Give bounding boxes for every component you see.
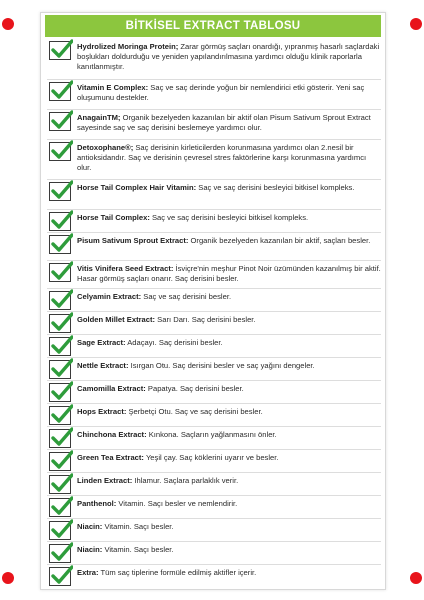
list-item bbox=[47, 210, 381, 233]
item-name: Sage Extract: bbox=[77, 338, 126, 347]
list-item bbox=[47, 427, 381, 450]
checkbox-checked-icon bbox=[49, 337, 71, 356]
item-text: Saç ve saç derisini besler. bbox=[141, 292, 232, 301]
item-name: Golden Millet Extract: bbox=[77, 315, 156, 324]
item-description bbox=[77, 210, 308, 223]
checkbox-checked-icon bbox=[49, 82, 71, 101]
checkbox-checked-icon bbox=[49, 212, 71, 231]
list-item bbox=[47, 289, 381, 312]
list-item bbox=[47, 110, 381, 140]
list-item bbox=[47, 140, 381, 180]
item-name: Chinchona Extract: bbox=[77, 430, 147, 439]
list-item bbox=[47, 381, 381, 404]
item-name: Linden Extract: bbox=[77, 476, 133, 485]
item-name: Horse Tail Complex Hair Vitamin: bbox=[77, 183, 197, 192]
item-name: AnagainTM; bbox=[77, 113, 121, 122]
list-item bbox=[47, 496, 381, 519]
item-name: Niacin: bbox=[77, 545, 103, 554]
list-item bbox=[47, 404, 381, 427]
checkbox-checked-icon bbox=[49, 406, 71, 425]
item-text: Zarar görmüş saçları onardığı, yıpranmış hasarlı saçlardaki boşlukları doldurduğu ve yeniden yapılandırılmasına yardımcı olduğu klinik raporlarla kanıtlanmıştır. bbox=[77, 42, 380, 71]
corner-dot-top-right bbox=[410, 18, 422, 30]
item-name: Green Tea Extract: bbox=[77, 453, 144, 462]
item-name: Nettle Extract: bbox=[77, 361, 129, 370]
item-text: Isırgan Otu. Saç derisini besler ve saç yağını dengeler. bbox=[128, 361, 315, 370]
item-description bbox=[77, 450, 278, 463]
item-name: Horse Tail Complex: bbox=[77, 213, 150, 222]
item-name: Detoxophane®; bbox=[77, 143, 134, 152]
item-text: Organik bezelyeden kazanılan bir aktif, saçları besler. bbox=[188, 236, 371, 245]
checkbox-checked-icon bbox=[49, 567, 71, 586]
item-description bbox=[77, 381, 244, 394]
checkbox-checked-icon bbox=[49, 314, 71, 333]
corner-dot-bottom-left bbox=[2, 572, 14, 584]
list-item bbox=[47, 519, 381, 542]
list-item bbox=[47, 542, 381, 565]
item-name: Celyamin Extract: bbox=[77, 292, 142, 301]
item-description bbox=[77, 542, 174, 555]
list-item bbox=[47, 180, 381, 210]
item-description bbox=[77, 140, 381, 173]
item-text: Adaçayı. Saç derisini besler. bbox=[125, 338, 223, 347]
checkbox-checked-icon bbox=[49, 429, 71, 448]
checkbox-checked-icon bbox=[49, 235, 71, 254]
item-name: Niacin: bbox=[77, 522, 103, 531]
item-name: Hops Extract: bbox=[77, 407, 127, 416]
checkbox-checked-icon bbox=[49, 383, 71, 402]
item-text: Yeşil çay. Saç köklerini uyarır ve besler. bbox=[143, 453, 279, 462]
list-item bbox=[47, 358, 381, 381]
list-item bbox=[47, 473, 381, 496]
item-name: Panthenol: bbox=[77, 499, 117, 508]
item-text: Kınkona. Saçların yağlanmasını önler. bbox=[146, 430, 277, 439]
item-description bbox=[77, 427, 277, 440]
item-name: Vitis Vinifera Seed Extract: bbox=[77, 264, 174, 273]
table-header bbox=[45, 15, 381, 37]
item-description bbox=[77, 335, 223, 348]
item-text: Saç ve saç derinde yoğun bir nemlendirici etki gösterir. Yeni saç oluşumunu destekler. bbox=[77, 83, 365, 102]
item-description bbox=[77, 358, 315, 371]
item-description bbox=[77, 80, 381, 103]
checkbox-checked-icon bbox=[49, 291, 71, 310]
corner-dot-bottom-right bbox=[410, 572, 422, 584]
checkbox-checked-icon bbox=[49, 112, 71, 131]
checkbox-checked-icon bbox=[49, 521, 71, 540]
item-description bbox=[77, 519, 174, 532]
item-name: Pisum Sativum Sprout Extract: bbox=[77, 236, 189, 245]
item-text: Vitamin. Saçı besler. bbox=[102, 545, 174, 554]
checkbox-checked-icon bbox=[49, 41, 71, 60]
item-text: Ihlamur. Saçlara parlaklık verir. bbox=[132, 476, 239, 485]
item-description bbox=[77, 473, 238, 486]
item-description bbox=[77, 496, 237, 509]
checkbox-checked-icon bbox=[49, 544, 71, 563]
item-text: Papatya. Saç derisini besler. bbox=[145, 384, 244, 393]
item-description bbox=[77, 404, 263, 417]
extract-list bbox=[41, 39, 385, 589]
item-text: Saç derisinin kirleticilerden korunmasına yardımcı olan 2.nesil bir antioksidandır. Saç ve derisinin çevresel stres faktörlerine karşı korunmasına yardımcı olur. bbox=[77, 143, 367, 172]
checkbox-checked-icon bbox=[49, 182, 71, 201]
list-item bbox=[47, 565, 381, 589]
item-description bbox=[77, 261, 381, 284]
item-text: Saç ve saç derisini besleyici bitkisel kompleks. bbox=[149, 213, 309, 222]
list-item bbox=[47, 312, 381, 335]
checkbox-checked-icon bbox=[49, 452, 71, 471]
checkbox-checked-icon bbox=[49, 360, 71, 379]
list-item bbox=[47, 233, 381, 261]
checkbox-checked-icon bbox=[49, 263, 71, 282]
item-text: Saç ve saç derisini besleyici bitkisel kompleks. bbox=[196, 183, 355, 192]
list-item bbox=[47, 80, 381, 110]
corner-dot-top-left bbox=[2, 18, 14, 30]
item-name: Vitamin E Complex: bbox=[77, 83, 149, 92]
item-text: Vitamin. Saçı besler. bbox=[102, 522, 174, 531]
item-description bbox=[77, 110, 381, 133]
checkbox-checked-icon bbox=[49, 475, 71, 494]
item-text: Sarı Darı. Saç derisini besler. bbox=[155, 315, 256, 324]
item-text: Şerbetçi Otu. Saç ve saç derisini besler. bbox=[126, 407, 263, 416]
item-text: Tüm saç tiplerine formüle edilmiş aktifler içerir. bbox=[98, 568, 257, 577]
list-item bbox=[47, 450, 381, 473]
item-description bbox=[77, 39, 381, 72]
item-description bbox=[77, 233, 370, 246]
item-text: İsviçre'nin meşhur Pinot Noir üzümünden kazanılmış bir aktif. Hasar görmüş saçları onarır. Saç derisini besler. bbox=[77, 264, 381, 283]
item-name: Camomilla Extract: bbox=[77, 384, 146, 393]
item-description bbox=[77, 289, 231, 302]
item-text: Vitamin. Saçı besler ve nemlendirir. bbox=[116, 499, 238, 508]
item-description bbox=[77, 180, 354, 193]
list-item bbox=[47, 39, 381, 80]
item-description bbox=[77, 565, 256, 578]
item-name: Hydrolized Moringa Protein; bbox=[77, 42, 179, 51]
table-title: BİTKİSEL EXTRACT TABLOSU bbox=[125, 20, 301, 32]
extract-table-card bbox=[40, 12, 386, 590]
list-item bbox=[47, 261, 381, 289]
checkbox-checked-icon bbox=[49, 498, 71, 517]
item-text: Organik bezelyeden kazanılan bir aktif olan Pisum Sativum Sprout Extract sayesinde saç ve saç derisini beslemeye yardımcı olur. bbox=[77, 113, 371, 132]
item-name: Extra: bbox=[77, 568, 99, 577]
checkbox-checked-icon bbox=[49, 142, 71, 161]
item-description bbox=[77, 312, 256, 325]
list-item bbox=[47, 335, 381, 358]
